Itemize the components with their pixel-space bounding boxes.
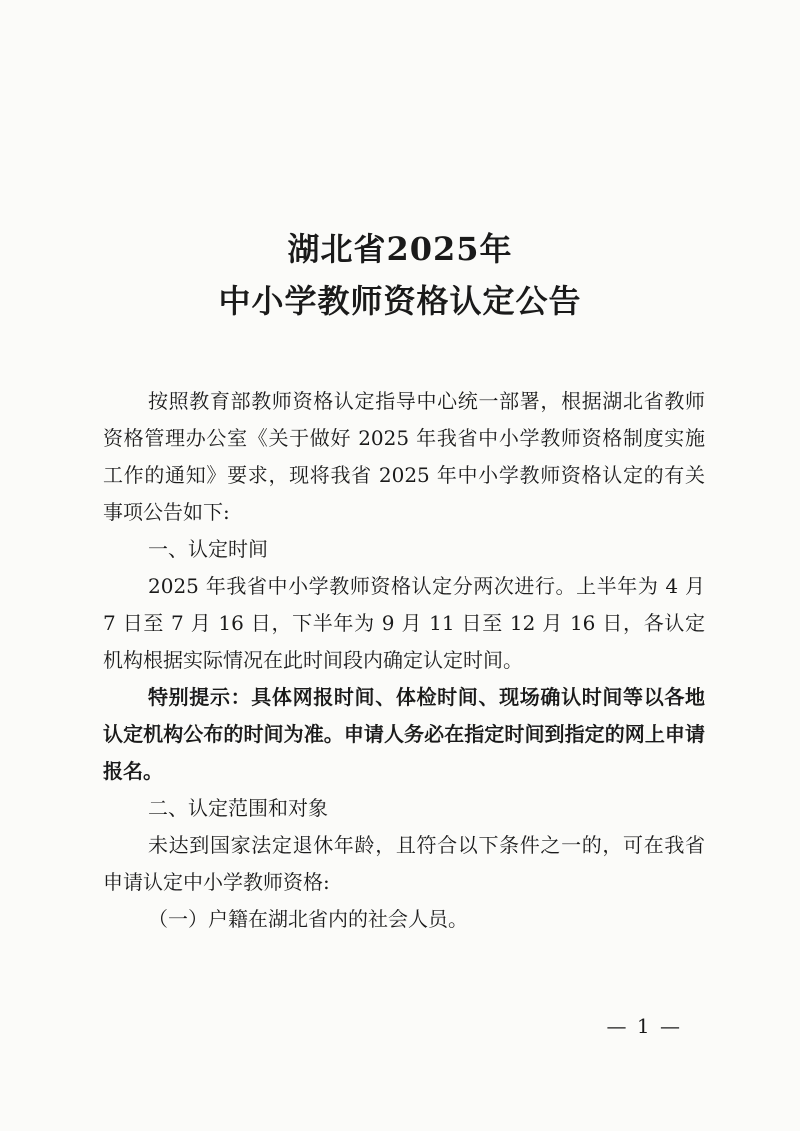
section-1-paragraph: 2025 年我省中小学教师资格认定分两次进行。上半年为 4 月 7 日至 7 月 16 日，下半年为 9 月 11 日至 12 月 16 日，各认定机构根据实际情况在此时间段内确定认定时间。 <box>103 574 705 672</box>
document-title-line1: 湖北省2025年 <box>287 230 513 268</box>
special-notice-paragraph: 特别提示：具体网报时间、体检时间、现场确认时间等以各地认定机构公布的时间为准。申请人务必在指定时间到指定的网上申请报名。 <box>103 685 705 783</box>
intro-paragraph: 按照教育部教师资格认定指导中心统一部署，根据湖北省教师资格管理办公室《关于做好 2025 年我省中小学教师资格制度实施工作的通知》要求，现将我省 2025 年中小学教师资格认定的有关事项公告如下: <box>103 389 705 524</box>
section-heading-1: 一、认定时间 <box>148 537 268 561</box>
section-2-paragraph: 未达到国家法定退休年龄，且符合以下条件之一的，可在我省申请认定中小学教师资格: <box>103 833 705 894</box>
document-body <box>103 383 705 938</box>
section-2-item-1: （一）户籍在湖北省内的社会人员。 <box>148 907 468 931</box>
page-number: — 1 — <box>606 1014 682 1038</box>
document-title-line2: 中小学教师资格认定公告 <box>218 282 582 320</box>
section-heading-2: 二、认定范围和对象 <box>148 796 328 820</box>
